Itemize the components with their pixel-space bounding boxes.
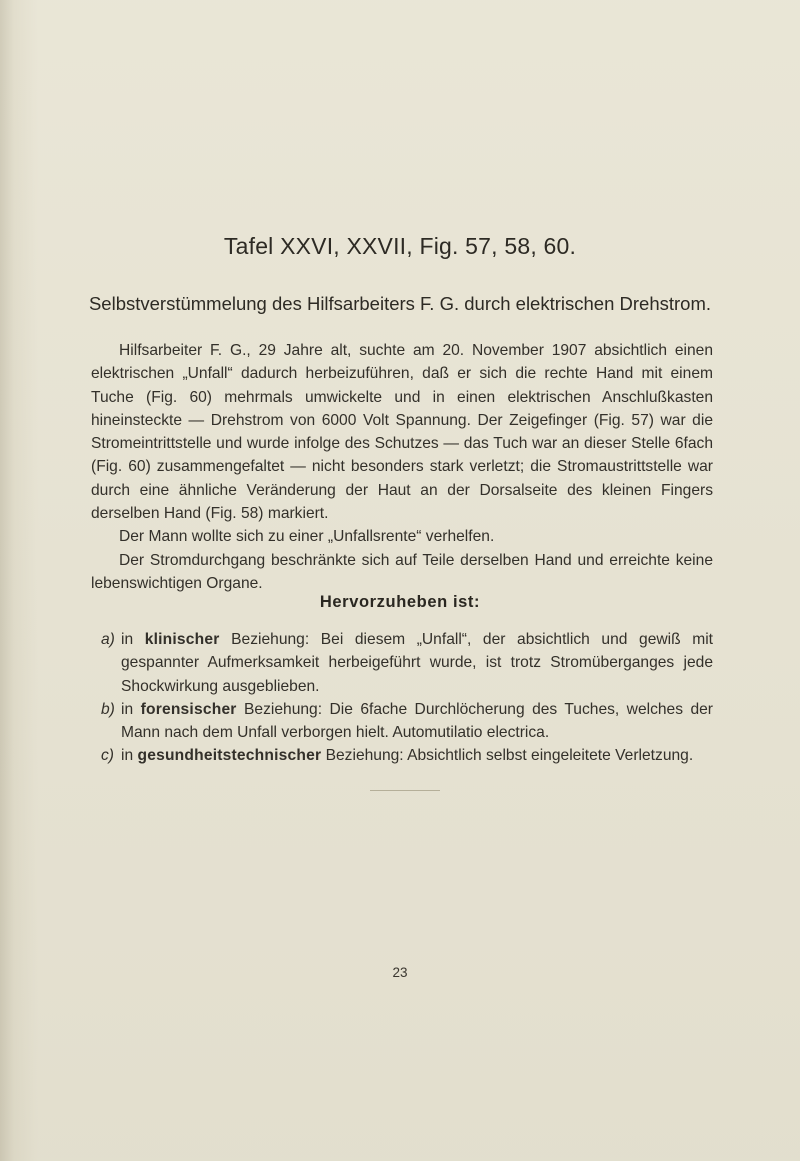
item-text: Beziehung: Die 6fache Durchlöcherung des Tuches, welches der Mann nach dem Unfall verborgen hielt. Automutilatio electrica. (121, 700, 713, 742)
case-subtitle: Selbstverstümmelung des Hilfsarbeiters F. G. durch elektrischen Drehstrom. (88, 293, 712, 314)
case-description (91, 339, 713, 595)
section-heading: Hervorzuheben ist: (319, 593, 481, 611)
plate-title: Tafel XXVI, XXVII, Fig. 57, 58, 60. (223, 233, 577, 259)
findings-list (101, 628, 713, 768)
item-text: Beziehung: Absichtlich selbst eingeleitete Verletzung. (325, 747, 694, 765)
item-prefix: in (121, 700, 134, 718)
section-divider (370, 790, 440, 791)
item-prefix: in (121, 747, 134, 765)
page-number: 23 (392, 965, 408, 980)
item-category: klinischer (144, 631, 220, 648)
list-item (101, 744, 713, 767)
item-category: forensischer (140, 700, 237, 718)
item-category: gesundheitstechnischer (137, 747, 322, 765)
list-item (101, 628, 713, 698)
item-text: Beziehung: Bei diesem „Unfall“, der absichtlich und gewiß mit gespannter Aufmerksamkeit herbeigeführt wurde, ist trotz Stromüberganges jede Shockwirkung ausgeblieben. (121, 631, 713, 695)
paragraph-case-history: Hilfsarbeiter F. G., 29 Jahre alt, suchte am 20. November 1907 absichtlich einen elektrischen „Unfall“ dadurch herbeizuführen, daß er sich die rechte Hand mit einem Tuche (Fig. 60) mehrmals umwickelte und in einen elektrischen Anschlußkasten hineinsteckte — Drehstrom von 6000 Volt Spannung. Der Zeigefinger (Fig. 57) war die Stromeintrittstelle und wurde infolge des Schutzes — das Tuch war an dieser Stelle 6fach (Fig. 60) zusammengefaltet — nicht besonders stark verletzt; die Stromaustrittstelle war durch eine ähnliche Veränderung der Haut an der Dorsalseite des kleinen Fingers derselben Hand (Fig. 58) markiert. (91, 342, 713, 523)
item-prefix: in (121, 631, 134, 648)
paragraph-current-path: Der Stromdurchgang beschränkte sich auf Teile derselben Hand und erreichte keine lebenswichtigen Organe. (91, 551, 713, 592)
item-marker: c) (101, 747, 114, 765)
paragraph-motive: Der Mann wollte sich zu einer „Unfallsrente“ verhelfen. (119, 528, 495, 546)
list-item (101, 698, 713, 745)
item-marker: b) (101, 700, 115, 718)
item-marker: a) (101, 631, 115, 648)
